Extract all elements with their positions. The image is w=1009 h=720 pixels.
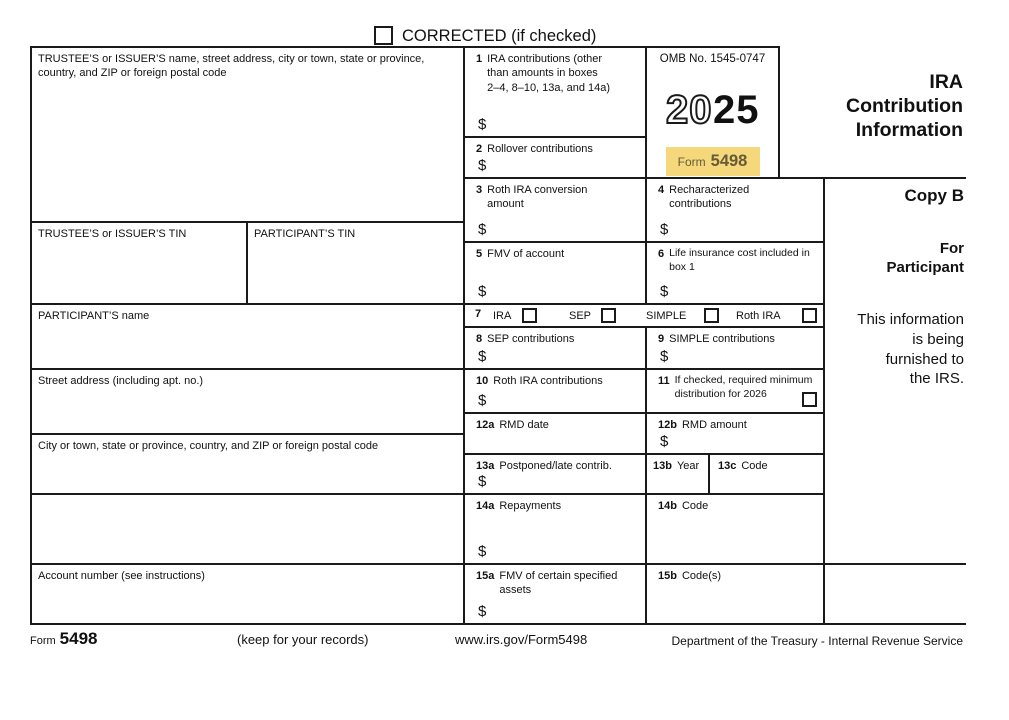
box-label: FMV of account (487, 248, 565, 260)
box-6-life-insurance-cost[interactable] (645, 241, 825, 305)
box-label: Year (676, 460, 700, 472)
box-number: 13b (653, 460, 672, 472)
trustee-issuer-tin-label: TRUSTEE’S or ISSUER’S TIN (38, 228, 187, 240)
box-13a-postponed-contrib[interactable] (463, 453, 647, 495)
box-number: 10 (476, 375, 489, 387)
participant-tin-box[interactable] (246, 221, 465, 305)
box-number: 15a (476, 570, 495, 582)
account-number-box[interactable] (30, 563, 465, 625)
furnished-line: is being (912, 330, 964, 348)
box-label: RMD date (499, 419, 549, 431)
box-14a-repayments[interactable] (463, 493, 647, 565)
box-number: 3 (476, 184, 483, 196)
form-5498-highlight (666, 147, 760, 176)
box-number: 12b (658, 419, 677, 431)
box-label: SEP contributions (487, 333, 575, 345)
dollar-sign: $ (478, 221, 487, 238)
box-12b-rmd-amount[interactable] (645, 412, 825, 455)
roth-ira-option-label: Roth IRA (736, 310, 781, 322)
rmd-required-checkbox[interactable] (802, 392, 817, 407)
box-15a-fmv-specified-assets[interactable] (463, 563, 647, 625)
box-number: 11 (658, 375, 670, 387)
form-word: Form (677, 154, 706, 169)
box-number: 14a (476, 500, 495, 512)
box-11-rmd-required (645, 368, 825, 414)
furnished-line: This information (857, 311, 964, 328)
footer-form-word: Form (30, 635, 56, 647)
dollar-sign: $ (478, 348, 487, 365)
tax-year (665, 90, 761, 133)
box-9-simple-contributions[interactable] (645, 326, 825, 370)
box-number: 4 (658, 184, 665, 196)
box-10-roth-ira-contributions[interactable] (463, 368, 647, 414)
tax-year-outline-digits: 20 (665, 90, 712, 128)
box-13c-code[interactable] (708, 453, 825, 495)
box-label: Life insurance cost included in box 1 (669, 247, 810, 273)
keep-for-records-note: (keep for your records) (237, 632, 369, 647)
box-number: 5 (476, 248, 483, 260)
street-address-box[interactable] (30, 368, 465, 435)
street-address-label: Street address (including apt. no.) (38, 375, 204, 387)
account-number-label: Account number (see instructions) (38, 570, 205, 582)
box-label: If checked, required minimum distribution for 2026 (674, 374, 813, 400)
omb-number: OMB No. 1545-0747 (659, 53, 766, 65)
tax-year-bold-digits: 25 (712, 90, 759, 128)
box-label: Roth IRA contributions (493, 375, 603, 387)
box-number: 12a (476, 419, 495, 431)
box-4-recharacterized[interactable] (645, 177, 825, 243)
box-label: Code (681, 500, 709, 512)
corrected-checkbox[interactable] (374, 26, 393, 45)
ira-option-label: IRA (493, 310, 512, 322)
box-8-sep-contributions[interactable] (463, 326, 647, 370)
copy-b-label: Copy B (904, 186, 964, 205)
for-participant-label (886, 239, 964, 277)
dollar-sign: $ (478, 543, 487, 560)
dollar-sign: $ (478, 392, 487, 409)
trustee-issuer-name-box[interactable] (30, 46, 465, 223)
form-title (846, 71, 963, 142)
corrected-label: CORRECTED (if checked) (402, 27, 597, 45)
dollar-sign: $ (478, 283, 487, 300)
dollar-sign: $ (660, 283, 669, 300)
omb-year-box (645, 46, 780, 179)
empty-box (30, 493, 465, 565)
city-state-zip-label: City or town, state or province, country, and ZIP or foreign postal code (38, 440, 379, 452)
form-number: 5498 (710, 152, 748, 170)
box-number: 1 (476, 53, 483, 65)
box-label: Code(s) (681, 570, 722, 582)
box-5-fmv-of-account[interactable] (463, 241, 647, 305)
form-title-line: Contribution (846, 94, 963, 117)
dollar-sign: $ (478, 603, 487, 620)
participant-tin-label: PARTICIPANT’S TIN (254, 228, 356, 240)
dollar-sign: $ (478, 116, 487, 133)
trustee-issuer-tin-box[interactable] (30, 221, 248, 305)
box-label: IRA contributions (other than amounts in boxes 2–4, 8–10, 13a, and 14a) (487, 53, 611, 94)
box-label: Roth IRA conversion amount (487, 184, 588, 211)
box-number: 13c (718, 460, 737, 472)
dollar-sign: $ (478, 473, 487, 490)
box-14b-code[interactable] (645, 493, 825, 565)
box-number: 8 (476, 333, 483, 345)
footer-form-number: 5498 (59, 629, 98, 648)
copy-b-column-bottom (823, 563, 966, 625)
trustee-issuer-name-label: TRUSTEE’S or ISSUER’S name, street address, city or town, state or province, country, and ZIP or foreign postal code (38, 53, 425, 80)
for-participant-line: For (939, 240, 964, 257)
simple-option-label: SIMPLE (646, 310, 687, 322)
participant-name-label: PARTICIPANT’S name (38, 310, 150, 322)
box-number: 9 (658, 333, 665, 345)
for-participant-line: Participant (886, 259, 964, 277)
box-number: 2 (476, 143, 483, 155)
form-title-line: Information (855, 118, 963, 141)
simple-checkbox[interactable] (704, 308, 719, 323)
dollar-sign: $ (478, 157, 487, 174)
dollar-sign: $ (660, 348, 669, 365)
box-3-roth-conversion[interactable] (463, 177, 647, 243)
participant-name-box[interactable] (30, 303, 465, 370)
dollar-sign: $ (660, 221, 669, 238)
ira-checkbox[interactable] (522, 308, 537, 323)
box-label: Recharacterized contributions (669, 184, 750, 211)
footer-form-id (30, 629, 98, 649)
box-12a-rmd-date[interactable] (463, 412, 647, 455)
box-label: Code (741, 460, 768, 472)
sep-option-label: SEP (569, 310, 592, 322)
box-label: Repayments (499, 500, 562, 512)
treasury-agency-label: Department of the Treasury - Internal Revenue Service (671, 634, 963, 648)
box-label: Rollover contributions (487, 143, 593, 155)
roth-ira-checkbox[interactable] (802, 308, 817, 323)
irs-url-link[interactable]: www.irs.gov/Form5498 (455, 632, 588, 647)
furnished-line: the IRS. (909, 370, 964, 388)
box-label: FMV of certain specified assets (499, 570, 618, 597)
box-7-account-type (463, 303, 825, 328)
box-number: 7 (475, 308, 482, 320)
box-number: 15b (658, 570, 677, 582)
box-label: RMD amount (681, 419, 747, 431)
form-title-line: IRA (929, 71, 963, 93)
box-2-rollover-contributions[interactable] (463, 136, 647, 179)
box-1-ira-contributions[interactable] (463, 46, 647, 138)
dollar-sign: $ (660, 433, 669, 450)
box-label: SIMPLE contributions (669, 333, 775, 345)
box-13b-year[interactable] (645, 453, 710, 495)
box-number: 6 (658, 248, 665, 260)
city-state-zip-box[interactable] (30, 433, 465, 495)
box-number: 13a (476, 460, 495, 472)
furnished-line: furnished to (885, 350, 964, 368)
box-15b-codes[interactable] (645, 563, 825, 625)
furnished-notice (857, 310, 964, 389)
box-number: 14b (658, 500, 677, 512)
box-label: Postponed/late contrib. (499, 460, 612, 472)
sep-checkbox[interactable] (601, 308, 616, 323)
